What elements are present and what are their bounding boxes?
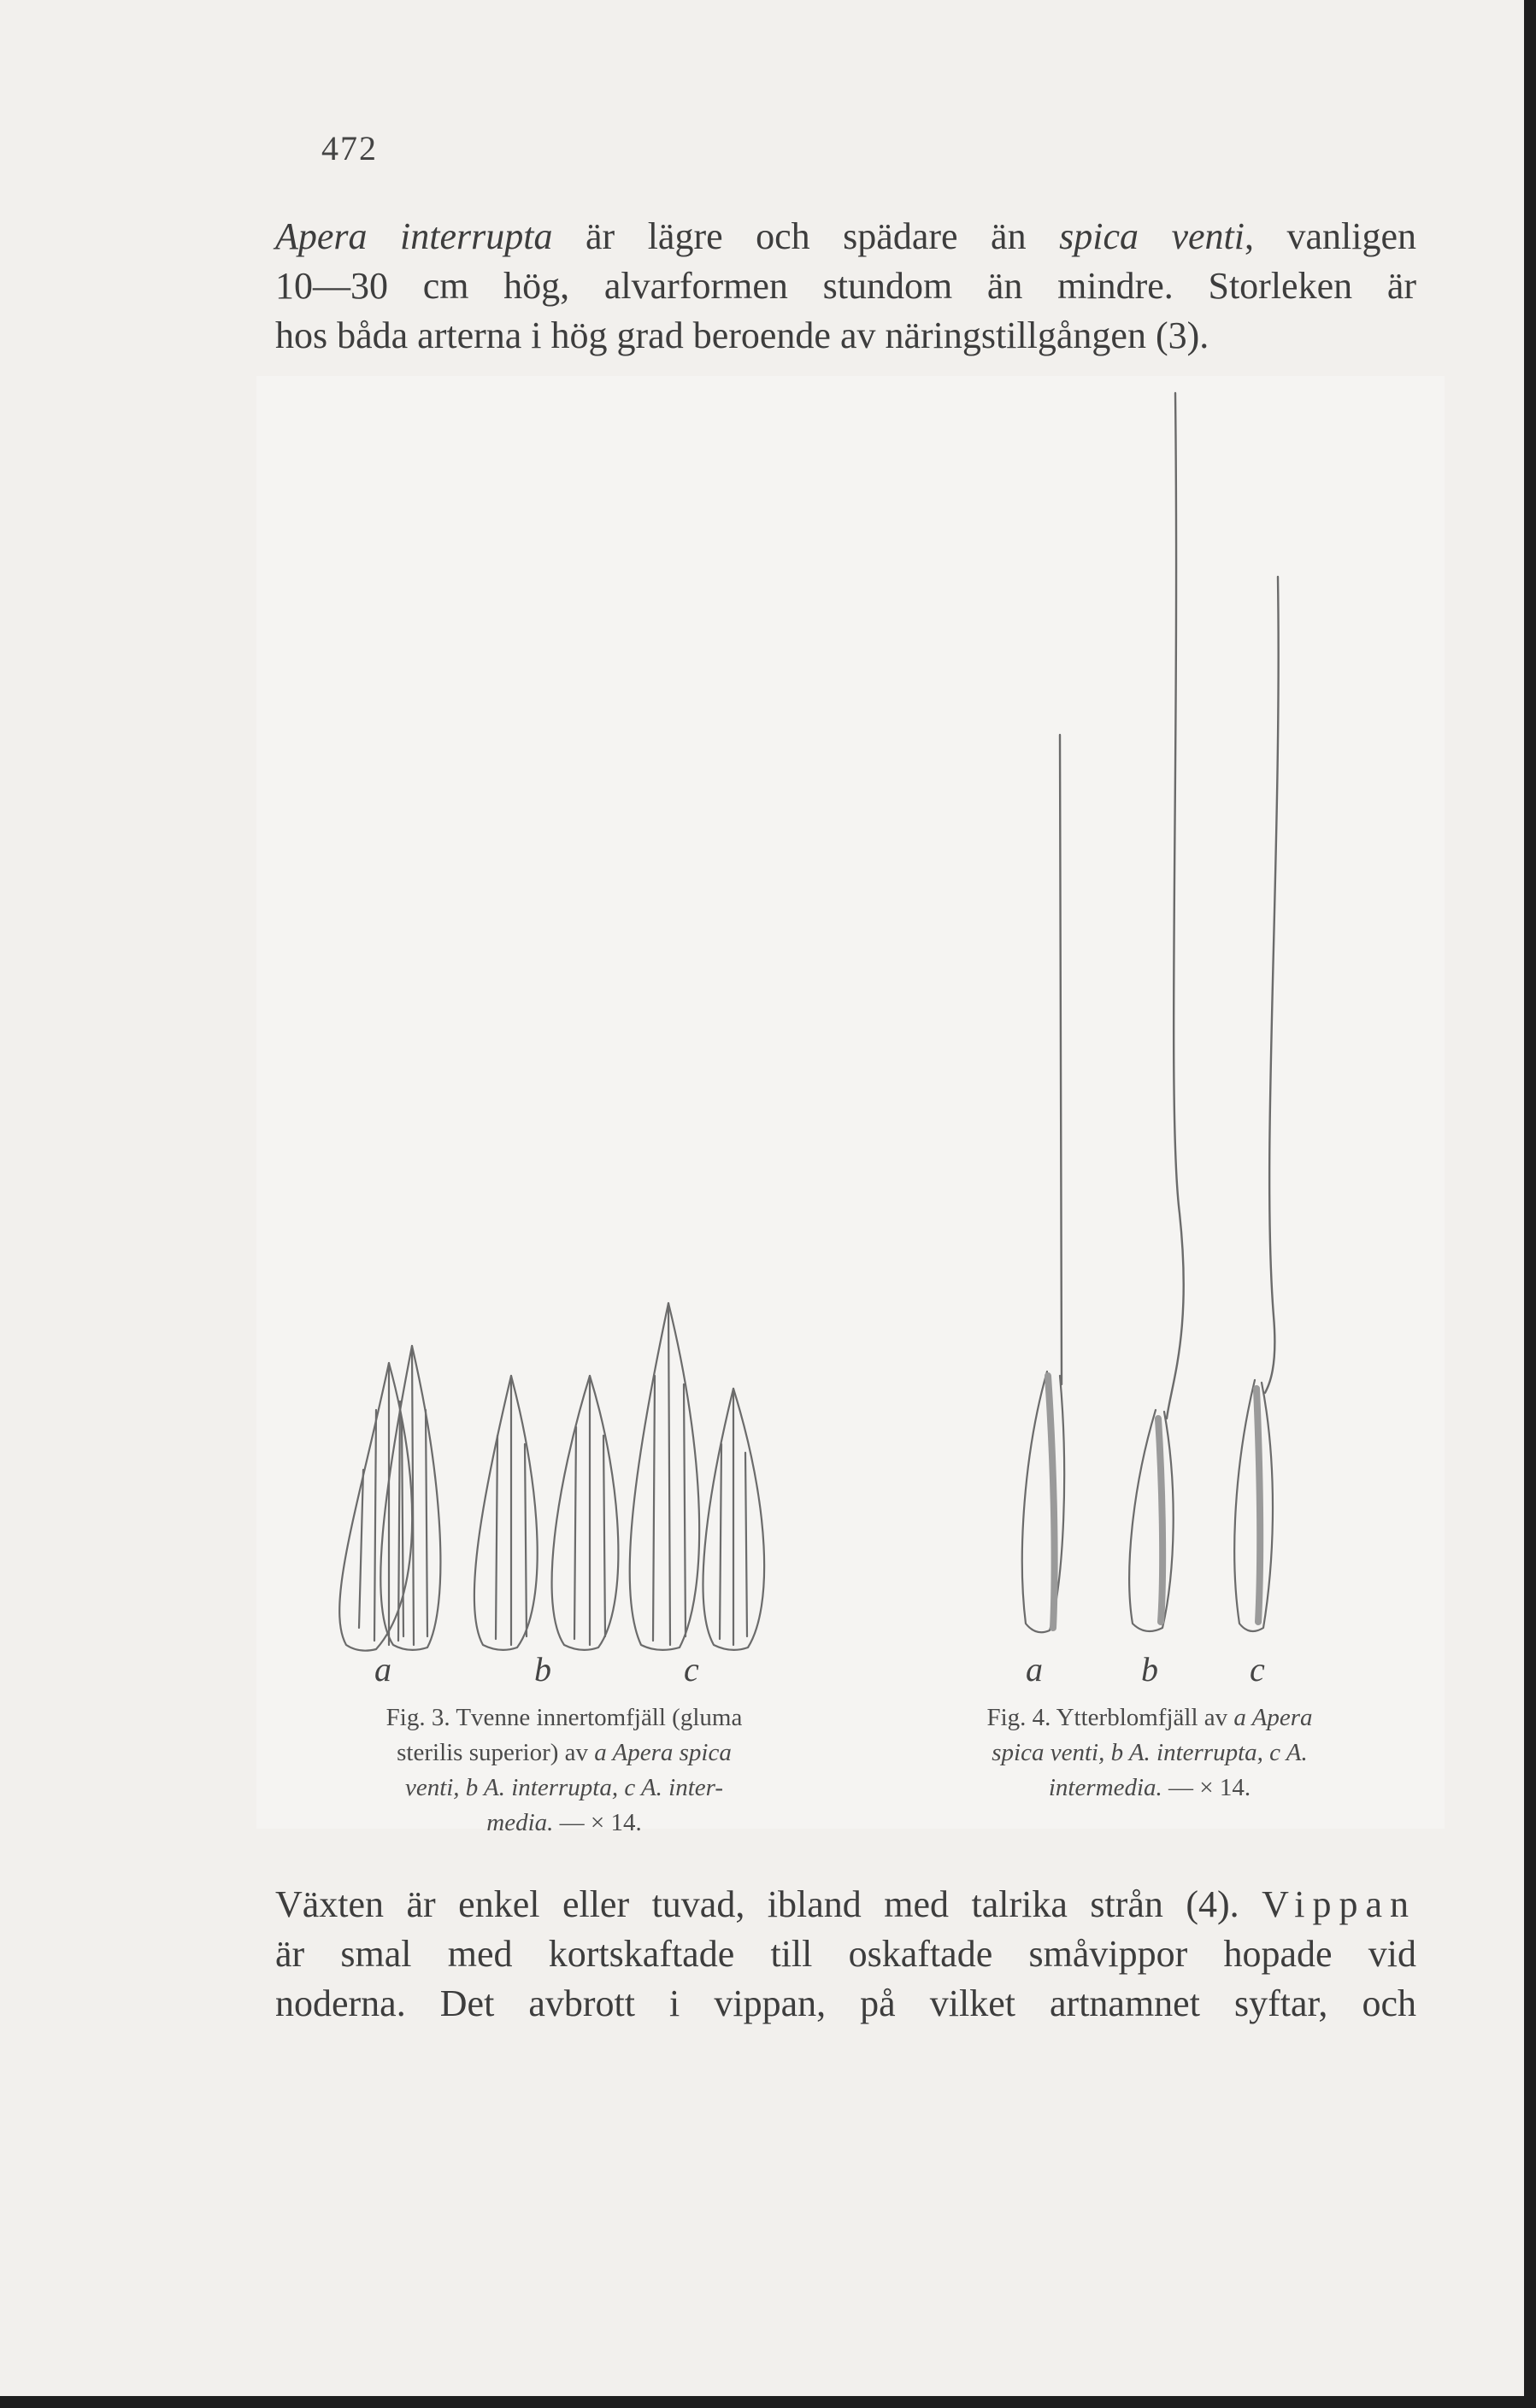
fig4-caption-line-2 <box>897 1736 1402 1771</box>
text-run: Växten är enkel eller tuvad, ibland med talrika strån (4). <box>275 1883 1262 1925</box>
text-run: Fig. 4. Ytterblomfjäll av <box>986 1704 1234 1731</box>
fig3-label-c: c <box>684 1650 699 1689</box>
species-name: Apera interrupta <box>275 215 553 257</box>
top-paragraph-line-2: 10—30 cm hög, alvarformen stundom än mindre. Storleken är <box>275 265 1416 307</box>
text-run: sterilis superior) av <box>397 1739 595 1766</box>
species-name: spica venti, b A. interrupta, c A. <box>992 1739 1308 1766</box>
fig4-caption-line-1 <box>897 1700 1402 1736</box>
species-name: a Apera <box>1233 1704 1313 1731</box>
fig3-scale-a <box>339 1346 440 1651</box>
scan-border-right <box>1524 0 1536 2408</box>
bottom-paragraph-line-2: är smal med kortskaftade till oskaftade småvippor hopade vid <box>275 1933 1416 1975</box>
fig4-label-a: a <box>1026 1650 1043 1689</box>
fig4-label-b: b <box>1141 1650 1158 1689</box>
species-name: media. <box>486 1809 554 1836</box>
fig4-caption-line-3 <box>897 1771 1402 1806</box>
fig3-label-a: a <box>374 1650 391 1689</box>
fig4-lemma-c <box>1234 577 1278 1631</box>
fig3-caption-line-2 <box>316 1736 812 1771</box>
text-run: — × 14. <box>1162 1774 1251 1801</box>
bottom-paragraph <box>275 1880 1416 2029</box>
bottom-paragraph-line-1 <box>275 1880 1416 1929</box>
text-run: är lägre och spädare än <box>552 215 1060 257</box>
fig3-caption-line-1: Fig. 3. Tvenne innertomfjäll (gluma <box>385 1704 743 1731</box>
species-name: spica venti <box>1059 215 1245 257</box>
page-number: 472 <box>321 129 378 167</box>
fig4-lemma-b <box>1129 393 1184 1631</box>
emphasized-word: Vippan <box>1262 1883 1416 1925</box>
fig4-label-c: c <box>1250 1650 1265 1689</box>
fig3-caption-line-3 <box>316 1771 812 1806</box>
fig3-label-b: b <box>534 1650 551 1689</box>
species-name: a Apera spica <box>594 1739 732 1766</box>
fig3-caption <box>316 1700 812 1841</box>
fig4-lemma-a <box>1022 735 1064 1632</box>
text-run: , vanligen <box>1245 215 1417 257</box>
fig3-scale-c <box>630 1303 764 1650</box>
text-run: — × 14. <box>553 1809 642 1836</box>
fig3-caption-line-4 <box>316 1806 812 1841</box>
top-paragraph-line-3: hos båda arterna i hög grad beroende av näringstillgången (3). <box>275 314 1209 356</box>
species-name: intermedia. <box>1048 1774 1162 1801</box>
species-name: venti, b A. interrupta, c A. inter- <box>404 1774 724 1801</box>
fig3-scale-b <box>474 1376 619 1650</box>
scan-border-bottom <box>0 2396 1536 2408</box>
bottom-paragraph-line-3: noderna. Det avbrott i vippan, på vilket artnamnet syftar, och <box>275 1982 1416 2024</box>
fig4-caption <box>897 1700 1402 1806</box>
